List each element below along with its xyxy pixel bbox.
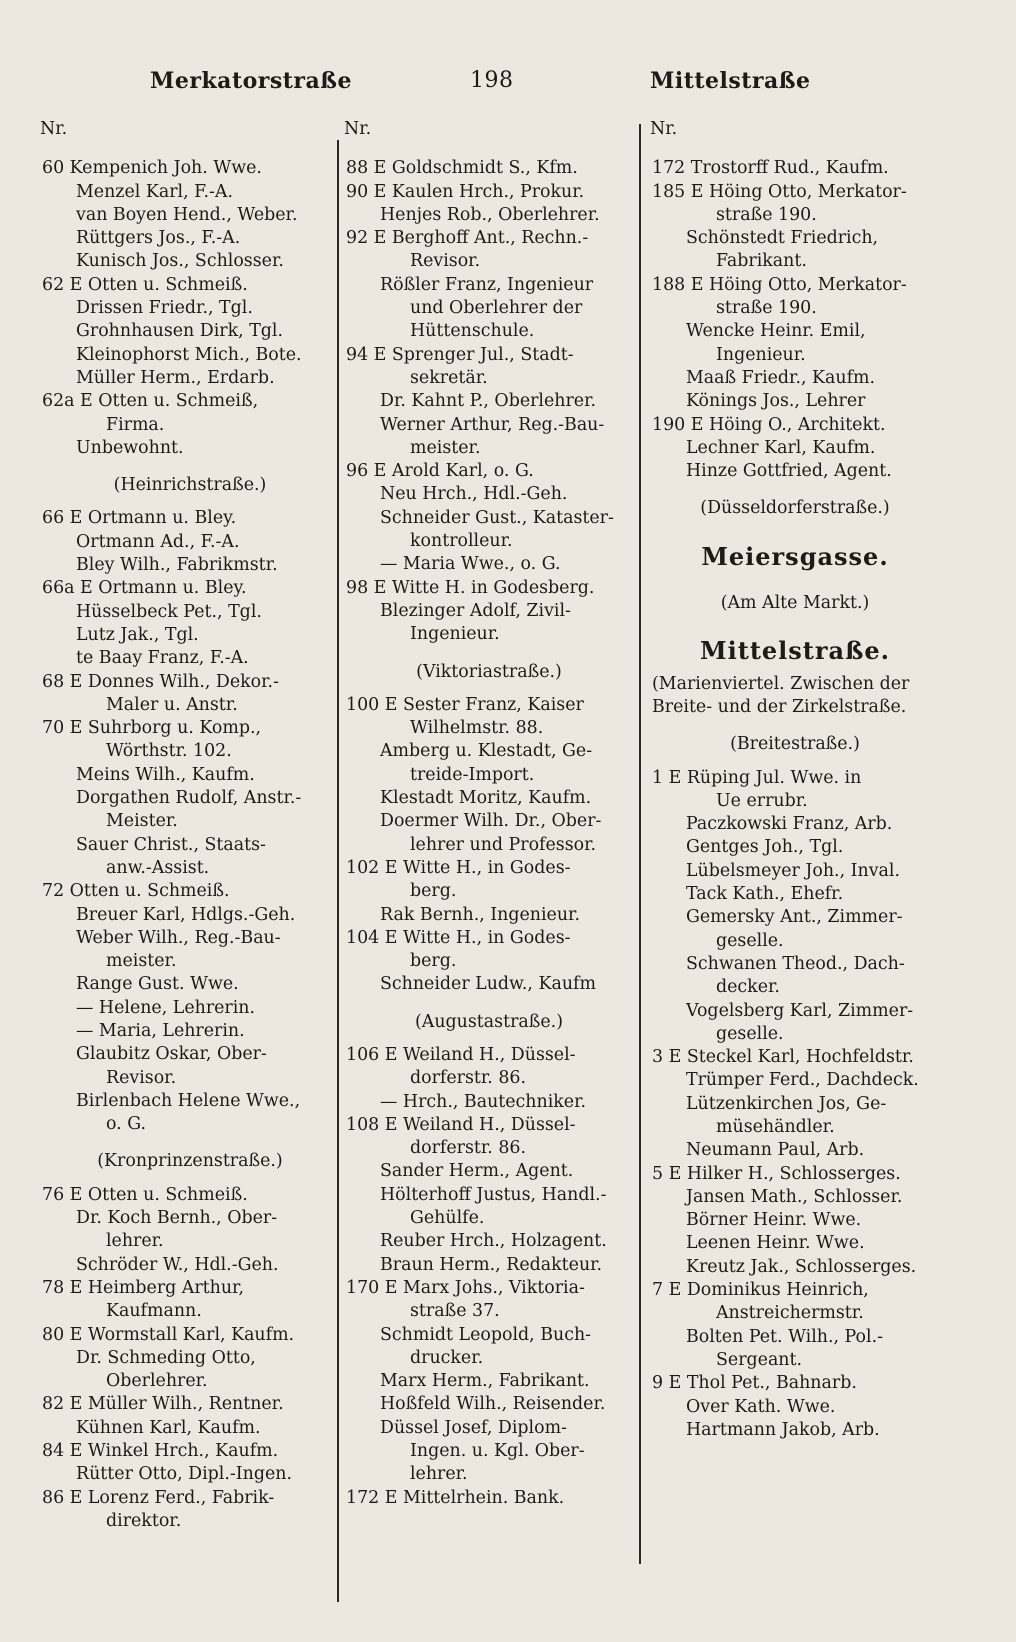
entry-line: Tack Kath., Ehefr. — [686, 884, 844, 905]
entry-line: Klestadt Moritz, Kaufm. — [380, 788, 592, 809]
entry-continuation: geselle. — [716, 1023, 784, 1044]
entry-continuation: straße 37. — [410, 1301, 500, 1322]
entry-line: Schönstedt Friedrich, — [686, 228, 879, 249]
entry-continuation: berg. — [410, 951, 457, 972]
entry-continuation: lehrer. — [106, 1231, 164, 1252]
entry-line: Trümper Ferd., Dachdeck. — [686, 1070, 919, 1091]
entry-line: Wencke Heinr. Emil, — [686, 321, 866, 342]
entry-continuation: direktor. — [106, 1510, 182, 1531]
entry-line: 66a E Ortmann u. Bley. — [42, 578, 247, 599]
entry-line: 3 E Steckel Karl, Hochfeldstr. — [652, 1047, 914, 1068]
section-heading: (Kronprinzenstraße.) — [97, 1151, 283, 1172]
entry-line: 9 E Thol Pet., Bahnarb. — [652, 1373, 857, 1394]
section-heading: (Am Alte Markt.) — [720, 593, 870, 614]
entry-line: Braun Herm., Redakteur. — [380, 1254, 603, 1275]
entry-line: Kunisch Jos., Schlosser. — [76, 251, 284, 272]
entry-continuation: Wilhelmstr. 88. — [410, 718, 544, 739]
entry-line: Bolten Pet. Wilh., Pol.- — [686, 1326, 883, 1347]
entry-line: te Baay Franz, F.-A. — [76, 648, 249, 669]
entry-line: Kleinophorst Mich., Bote. — [76, 344, 302, 365]
entry-line: 90 E Kaulen Hrch., Prokur. — [346, 181, 585, 202]
column-1 — [40, 118, 340, 1533]
entry-continuation: Ue errubr. — [716, 790, 808, 811]
entry-continuation: müsehändler. — [716, 1116, 835, 1137]
description-line: Breite- und der Zirkelstraße. — [652, 696, 907, 717]
entry-line: Maaß Friedr., Kaufm. — [686, 367, 876, 388]
entry-continuation: lehrer und Professor. — [410, 834, 597, 855]
entry-line: Gemersky Ant., Zimmer- — [686, 907, 903, 928]
entry-line: 98 E Witte H. in Godesberg. — [346, 577, 595, 598]
entry-line: Hüsselbeck Pet., Tgl. — [76, 601, 262, 622]
entry-continuation: Ingen. u. Kgl. Ober- — [410, 1441, 585, 1462]
entry-line: 80 E Wormstall Karl, Kaufm. — [42, 1324, 295, 1345]
entry-line: Lübelsmeyer Joh., Inval. — [686, 860, 900, 881]
entry-line: 84 E Winkel Hrch., Kaufm. — [42, 1441, 279, 1462]
column-2 — [344, 118, 634, 1510]
entry-line: Weber Wilh., Reg.-Bau- — [76, 927, 281, 948]
entry-line: Schröder W., Hdl.-Geh. — [76, 1254, 279, 1275]
entry-line: Hinze Gottfried, Agent. — [686, 461, 892, 482]
entry-continuation: berg. — [410, 881, 457, 902]
entry-line: — Helene, Lehrerin. — [76, 997, 256, 1018]
entry-continuation: Revisor. — [106, 1067, 177, 1088]
description-line: (Marienviertel. Zwischen der — [652, 673, 910, 694]
column-header: Nr. — [650, 119, 678, 139]
entry-continuation: Wörthstr. 102. — [106, 741, 232, 762]
entry-line: Hölterhoff Justus, Handl.- — [380, 1184, 607, 1205]
entry-line: Henjes Rob., Oberlehrer. — [380, 204, 600, 225]
entry-continuation: Firma. — [106, 414, 165, 435]
entry-continuation: Ingenieur. — [716, 344, 806, 365]
entry-line: Unbewohnt. — [76, 437, 184, 458]
entry-line: Schneider Ludw., Kaufm — [380, 974, 596, 995]
entry-line: 102 E Witte H., in Godes- — [346, 857, 571, 878]
entry-continuation: sekretär. — [410, 367, 488, 388]
running-head-right: Mittelstraße — [650, 68, 811, 94]
entry-line: Glaubitz Oskar, Ober- — [76, 1044, 267, 1065]
entry-line: Over Kath. Wwe. — [686, 1396, 836, 1417]
entry-continuation: o. G. — [106, 1114, 147, 1135]
entry-line: 88 E Goldschmidt S., Kfm. — [346, 158, 578, 179]
entry-line: Range Gust. Wwe. — [76, 974, 239, 995]
entry-line: Sander Herm., Agent. — [380, 1161, 574, 1182]
entry-line: Rößler Franz, Ingenieur — [380, 274, 594, 295]
entry-line: Gentges Joh., Tgl. — [686, 837, 844, 858]
entry-line: Kreutz Jak., Schlosserges. — [686, 1256, 917, 1277]
entry-line: 76 E Otten u. Schmeiß. — [42, 1184, 248, 1205]
entry-continuation: und Oberlehrer der — [410, 298, 583, 319]
entry-line: 5 E Hilker H., Schlosserges. — [652, 1163, 901, 1184]
entry-line: Breuer Karl, Hdlgs.-Geh. — [76, 904, 296, 925]
entry-line: Dr. Koch Bernh., Ober- — [76, 1208, 278, 1229]
section-heading: (Viktoriastraße.) — [416, 661, 562, 682]
section-heading: (Breitestraße.) — [730, 734, 860, 755]
entry-line: Leenen Heinr. Wwe. — [686, 1233, 865, 1254]
section-heading: (Heinrichstraße.) — [113, 475, 267, 496]
section-heading: (Augustastraße.) — [415, 1011, 563, 1032]
entry-line: Rak Bernh., Ingenieur. — [380, 904, 580, 925]
entry-line: Börner Heinr. Wwe. — [686, 1210, 862, 1231]
entry-line: Dr. Kahnt P., Oberlehrer. — [380, 391, 597, 412]
entry-line: Rütter Otto, Dipl.-Ingen. — [76, 1464, 292, 1485]
column-header: Nr. — [40, 119, 68, 139]
entry-line: Kühnen Karl, Kaufm. — [76, 1417, 261, 1438]
entry-line: — Maria, Lehrerin. — [76, 1020, 245, 1041]
entry-line: Hartmann Jakob, Arb. — [686, 1419, 880, 1440]
entry-line: 60 Kempenich Joh. Wwe. — [42, 158, 262, 179]
entry-line: 96 E Arold Karl, o. G. — [346, 461, 534, 482]
entry-line: Grohnhausen Dirk, Tgl. — [76, 321, 284, 342]
entry-line: 70 E Suhrborg u. Komp., — [42, 718, 262, 739]
entry-line: Birlenbach Helene Wwe., — [76, 1090, 301, 1111]
entry-line: 106 E Weiland H., Düssel- — [346, 1044, 576, 1065]
entry-continuation: dorferstr. 86. — [410, 1138, 526, 1159]
entry-continuation: Anstreichermstr. — [716, 1303, 864, 1324]
entry-line: Neu Hrch., Hdl.-Geh. — [380, 484, 568, 505]
entry-continuation: straße 190. — [716, 298, 817, 319]
entry-line: Lechner Karl, Kaufm. — [686, 437, 876, 458]
entry-line: Schmidt Leopold, Buch- — [380, 1324, 592, 1345]
entry-line: Ortmann Ad., F.-A. — [76, 531, 240, 552]
entry-line: 68 E Donnes Wilh., Dekor.- — [42, 671, 279, 692]
entry-continuation: Gehülfe. — [410, 1208, 485, 1229]
entry-line: 78 E Heimberg Arthur, — [42, 1277, 244, 1298]
entry-line: Lutz Jak., Tgl. — [76, 624, 199, 645]
section-heading: (Düsseldorferstraße.) — [700, 498, 890, 519]
entry-line: Werner Arthur, Reg.-Bau- — [380, 414, 605, 435]
entry-line: 170 E Marx Johs., Viktoria- — [346, 1277, 585, 1298]
entry-line: Drissen Friedr., Tgl. — [76, 298, 253, 319]
entry-line: 62 E Otten u. Schmeiß. — [42, 274, 248, 295]
entry-continuation: treide-Import. — [410, 764, 535, 785]
entry-continuation: anw.-Assist. — [106, 857, 210, 878]
entry-line: 7 E Dominikus Heinrich, — [652, 1280, 869, 1301]
entry-line: Neumann Paul, Arb. — [686, 1140, 865, 1161]
running-head-left: Merkatorstraße — [150, 68, 352, 94]
entry-continuation: drucker. — [410, 1347, 484, 1368]
entry-line: 86 E Lorenz Ferd., Fabrik- — [42, 1487, 275, 1508]
entry-line: Paczkowski Franz, Arb. — [686, 814, 893, 835]
entry-line: Doermer Wilh. Dr., Ober- — [380, 811, 602, 832]
page-number: 198 — [470, 68, 514, 93]
entry-line: 66 E Ortmann u. Bley. — [42, 508, 237, 529]
entry-line: 82 E Müller Wilh., Rentner. — [42, 1394, 284, 1415]
entry-line: Schwanen Theod., Dach- — [686, 953, 905, 974]
entry-line: 172 E Mittelrhein. Bank. — [346, 1487, 565, 1508]
entry-continuation: straße 190. — [716, 204, 817, 225]
column-3 — [650, 118, 940, 1442]
entry-line: Lützenkirchen Jos, Ge- — [686, 1093, 887, 1114]
entry-line: 62a E Otten u. Schmeiß, — [42, 391, 259, 412]
entry-line: 104 E Witte H., in Godes- — [346, 927, 571, 948]
entry-continuation: geselle. — [716, 930, 784, 951]
street-title: Mittelstraße. — [700, 636, 890, 666]
entry-continuation: decker. — [716, 977, 780, 998]
entry-line: 108 E Weiland H., Düssel- — [346, 1114, 576, 1135]
entry-line: 92 E Berghoff Ant., Rechn.- — [346, 228, 589, 249]
entry-line: Blezinger Adolf, Zivil- — [380, 600, 571, 621]
entry-continuation: Maler u. Anstr. — [106, 694, 238, 715]
entry-line: — Hrch., Bautechniker. — [380, 1091, 587, 1112]
entry-continuation: meister. — [106, 951, 177, 972]
entry-line: Jansen Math., Schlosser. — [686, 1186, 903, 1207]
entry-continuation: Meister. — [106, 811, 178, 832]
entry-line: Hoßfeld Wilh., Reisender. — [380, 1394, 606, 1415]
entry-line: Meins Wilh., Kaufm. — [76, 764, 255, 785]
column-rule — [639, 124, 641, 1564]
entry-continuation: Kaufmann. — [106, 1301, 202, 1322]
entry-line: van Boyen Hend., Weber. — [76, 204, 298, 225]
entry-line: 185 E Höing Otto, Merkator- — [652, 181, 907, 202]
entry-continuation: Fabrikant. — [716, 251, 807, 272]
entry-line: Dr. Schmeding Otto, — [76, 1347, 256, 1368]
entry-continuation: lehrer. — [410, 1464, 468, 1485]
entry-line: 72 Otten u. Schmeiß. — [42, 881, 230, 902]
entry-line: Sauer Christ., Staats- — [76, 834, 266, 855]
entry-line: 172 Trostorff Rud., Kaufm. — [652, 158, 889, 179]
entry-line: 190 E Höing O., Architekt. — [652, 414, 886, 435]
entry-line: — Maria Wwe., o. G. — [380, 554, 561, 575]
entry-line: Rüttgers Jos., F.-A. — [76, 228, 241, 249]
entry-line: 100 E Sester Franz, Kaiser — [346, 694, 584, 715]
entry-line: Marx Herm., Fabrikant. — [380, 1371, 590, 1392]
entry-line: Amberg u. Klestadt, Ge- — [380, 741, 593, 762]
entry-line: Schneider Gust., Kataster- — [380, 507, 614, 528]
entry-line: 188 E Höing Otto, Merkator- — [652, 274, 907, 295]
entry-line: Vogelsberg Karl, Zimmer- — [686, 1000, 914, 1021]
entry-continuation: Ingenieur. — [410, 624, 500, 645]
street-title: Meiersgasse. — [701, 541, 889, 571]
entry-line: Dorgathen Rudolf, Anstr.- — [76, 788, 302, 809]
column-header: Nr. — [344, 119, 372, 139]
entry-line: Könings Jos., Lehrer — [686, 391, 866, 412]
entry-continuation: kontrolleur. — [410, 531, 513, 552]
entry-continuation: dorferstr. 86. — [410, 1068, 526, 1089]
entry-continuation: Sergeant. — [716, 1349, 803, 1370]
entry-line: Düssel Josef, Diplom- — [380, 1417, 567, 1438]
entry-continuation: Hüttenschule. — [410, 321, 535, 342]
entry-line: Reuber Hrch., Holzagent. — [380, 1231, 607, 1252]
entry-line: Bley Wilh., Fabrikmstr. — [76, 555, 278, 576]
entry-line: 94 E Sprenger Jul., Stadt- — [346, 344, 574, 365]
entry-line: Müller Herm., Erdarb. — [76, 367, 275, 388]
entry-continuation: Oberlehrer. — [106, 1371, 208, 1392]
entry-line: 1 E Rüping Jul. Wwe. in — [652, 767, 862, 788]
entry-continuation: meister. — [410, 437, 481, 458]
entry-line: Menzel Karl, F.-A. — [76, 181, 233, 202]
entry-continuation: Revisor. — [410, 251, 481, 272]
